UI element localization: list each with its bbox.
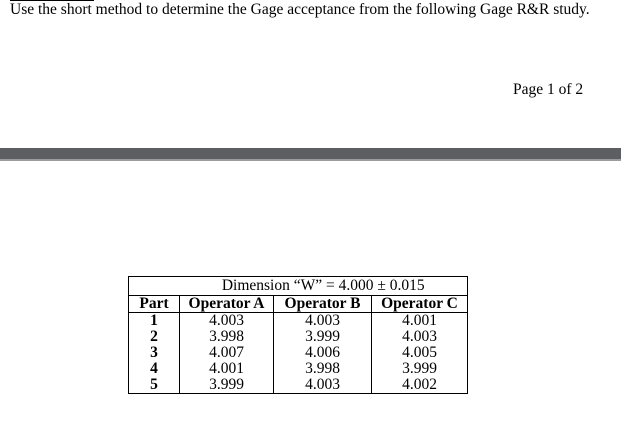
header-part: Part <box>129 296 180 313</box>
page-number: Page 1 of 2 <box>513 81 584 98</box>
part-number: 5 <box>129 377 180 394</box>
gage-rr-table <box>128 276 468 394</box>
table-title-spacer <box>129 277 180 296</box>
question-text: Use the short method to determine the Gage acceptance from the following Gage R&R study. <box>10 1 590 18</box>
table-header-row <box>129 296 468 313</box>
operator-b-value: 3.998 <box>274 361 372 377</box>
header-operator-c: Operator C <box>372 296 468 313</box>
part-number: 4 <box>129 361 180 377</box>
table-title-row <box>129 277 468 296</box>
part-number: 3 <box>129 345 180 361</box>
table-row <box>129 329 468 345</box>
table-row <box>129 313 468 330</box>
operator-a-value: 3.999 <box>180 377 274 394</box>
operator-a-value: 4.003 <box>180 313 274 330</box>
operator-a-value: 4.001 <box>180 361 274 377</box>
header-operator-b: Operator B <box>274 296 372 313</box>
operator-b-value: 3.999 <box>274 329 372 345</box>
part-number: 2 <box>129 329 180 345</box>
operator-c-value: 4.005 <box>372 345 468 361</box>
operator-a-value: 4.007 <box>180 345 274 361</box>
operator-b-value: 4.003 <box>274 313 372 330</box>
operator-b-value: 4.003 <box>274 377 372 394</box>
page-break-band <box>0 148 621 159</box>
operator-c-value: 4.003 <box>372 329 468 345</box>
operator-a-value: 3.998 <box>180 329 274 345</box>
operator-c-value: 3.999 <box>372 361 468 377</box>
part-number: 1 <box>129 313 180 330</box>
operator-c-value: 4.002 <box>372 377 468 394</box>
table-row <box>129 377 468 394</box>
header-operator-a: Operator A <box>180 296 274 313</box>
page-break-edge <box>0 159 621 161</box>
table-title: Dimension “W” = 4.000 ± 0.015 <box>180 277 468 296</box>
operator-c-value: 4.001 <box>372 313 468 330</box>
operator-b-value: 4.006 <box>274 345 372 361</box>
table-row <box>129 345 468 361</box>
table-row <box>129 361 468 377</box>
